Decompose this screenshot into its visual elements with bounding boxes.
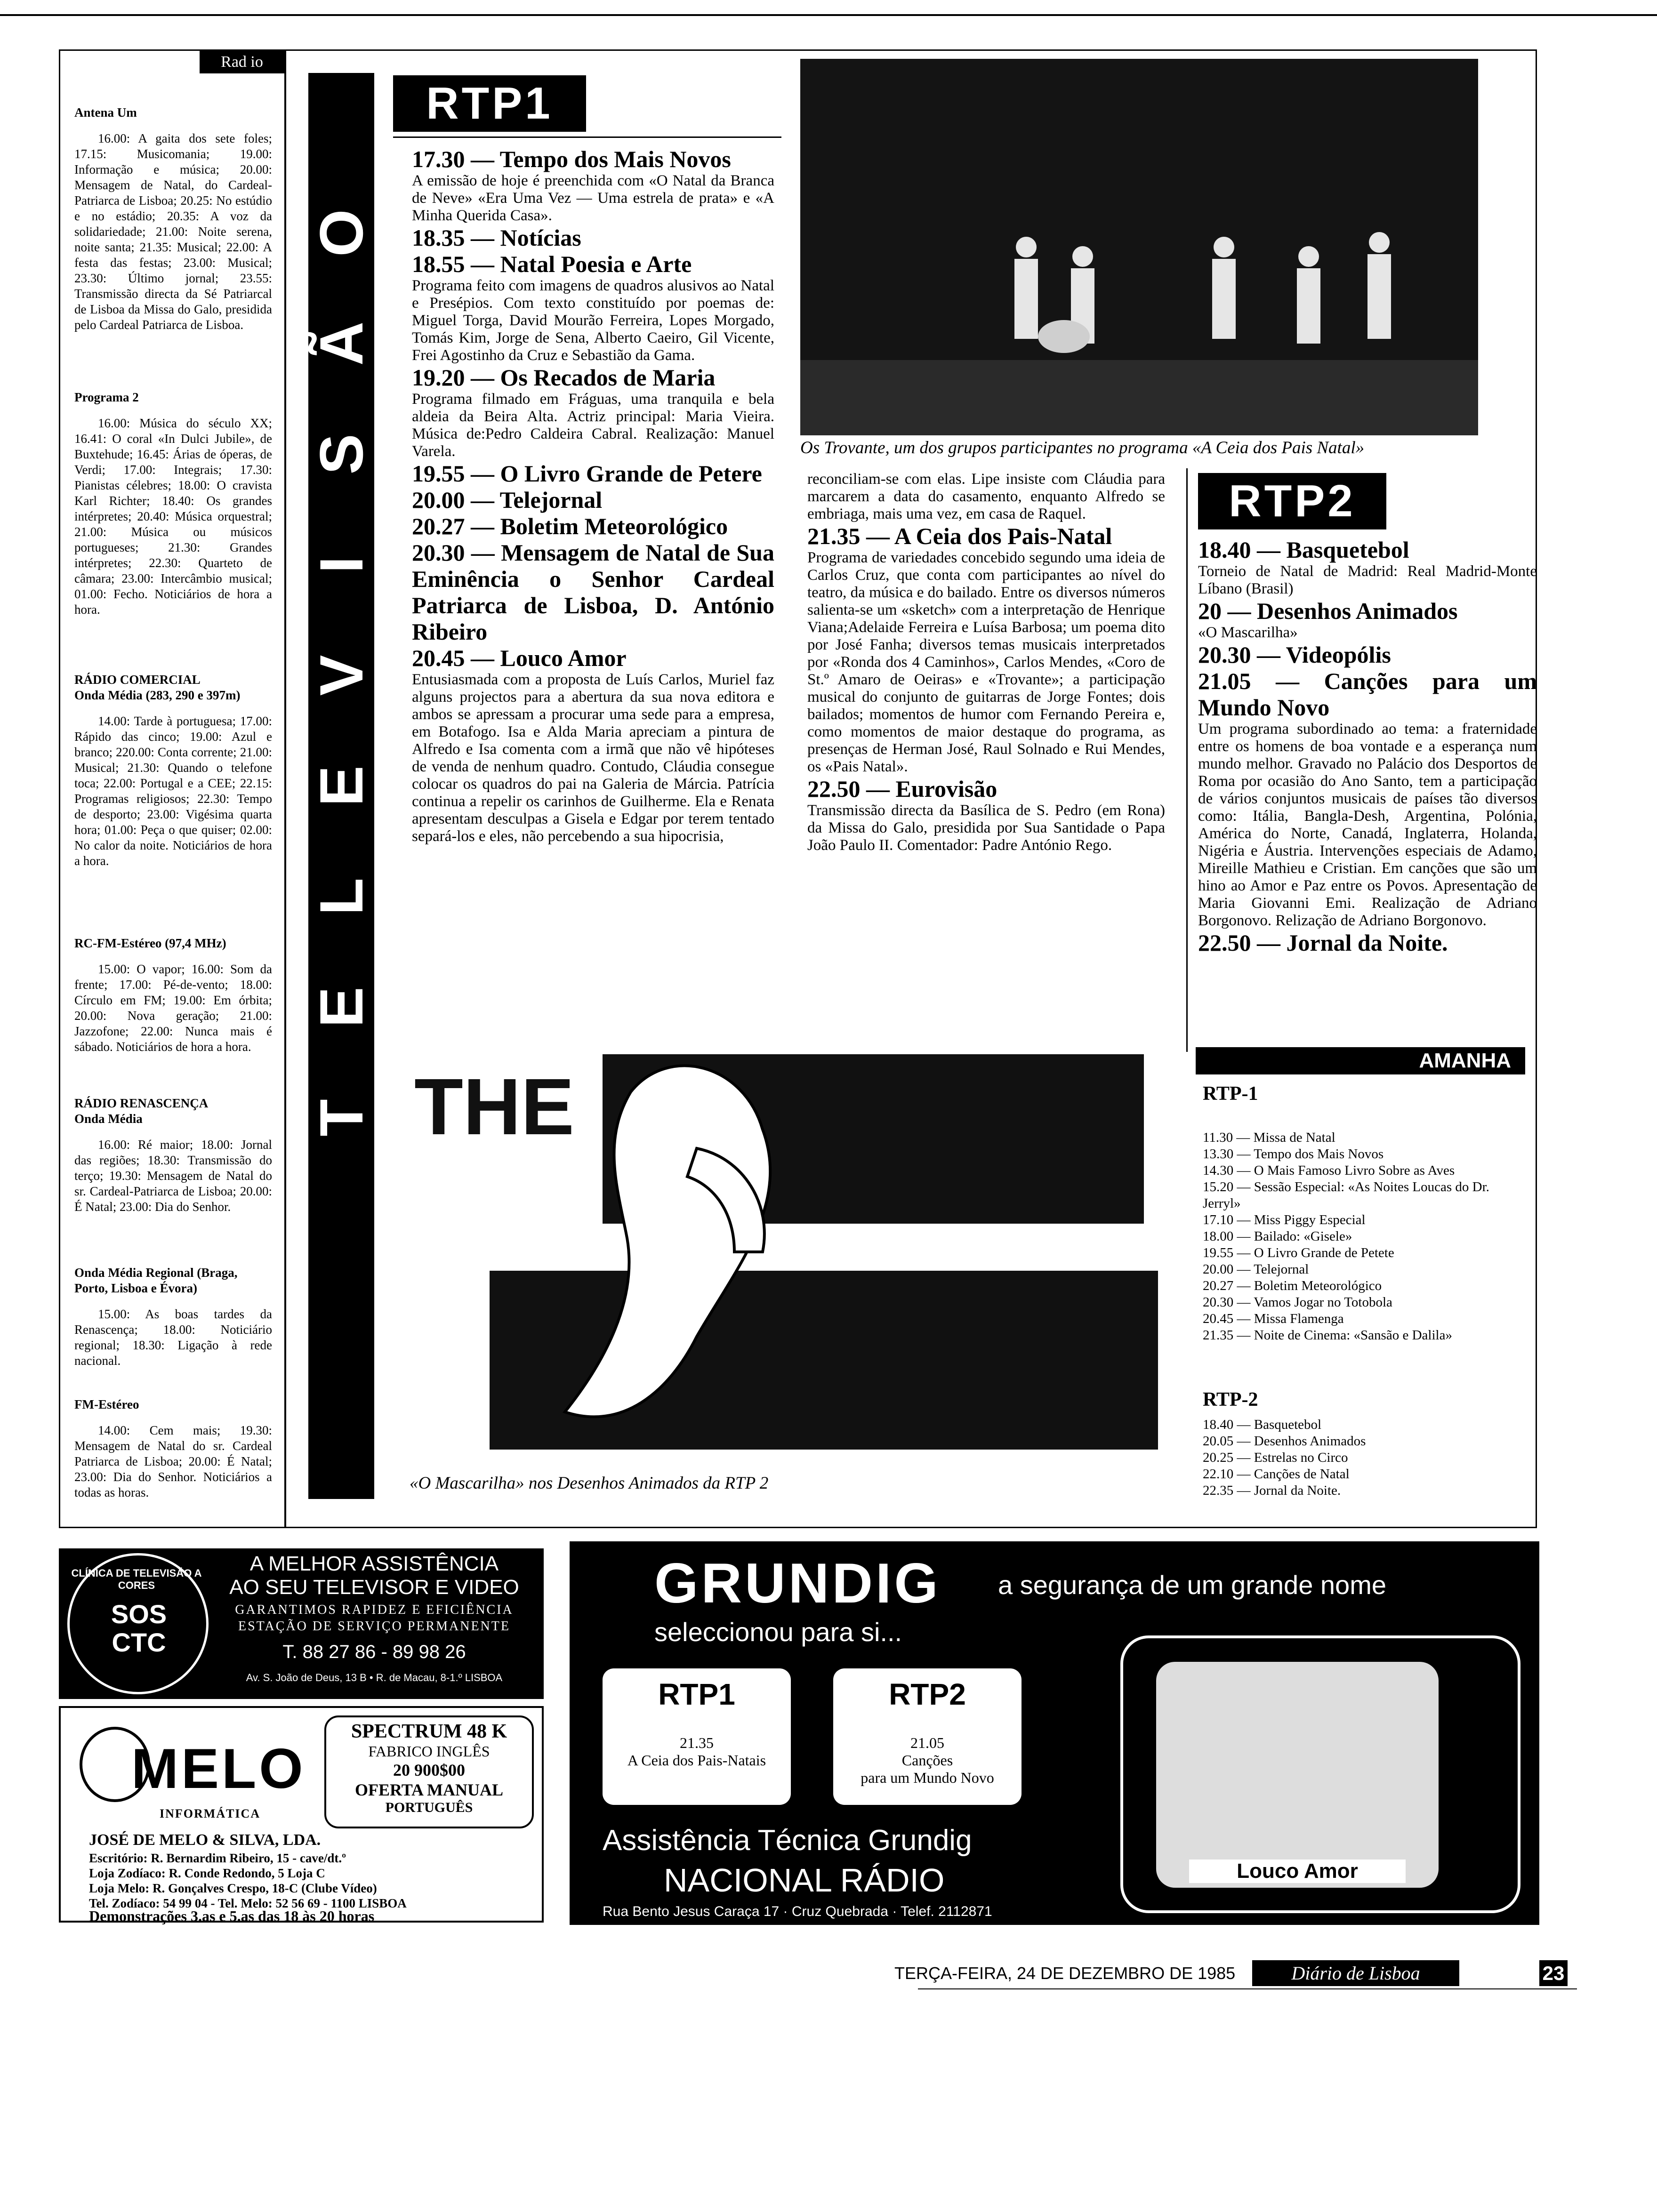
antena-um-title: Antena Um xyxy=(74,105,137,120)
televisao-letter: V xyxy=(307,655,376,696)
melo-addr3: Loja Melo: R. Gonçalves Crespo, 18-C (Clube Vídeo) xyxy=(89,1881,377,1895)
schedule-item: 20.30 — Vamos Jogar no Totobola xyxy=(1203,1295,1392,1310)
schedule-item: 20.00 — Telejornal xyxy=(1203,1262,1309,1277)
grundig-logo: GRUNDIG xyxy=(654,1552,941,1615)
program-heading: 20.00 — Telejornal xyxy=(412,487,603,513)
melo-addr1: Escritório: R. Bernardim Ribeiro, 15 - cave/dt.º xyxy=(89,1851,346,1865)
lone-ranger-art xyxy=(405,1007,1167,1459)
sos-address: Av. S. João de Deus, 13 B • R. de Macau, 8-1.º LISBOA xyxy=(246,1672,503,1683)
amanha-rtp2-list xyxy=(1203,1417,1528,1499)
renascenca-body: 16.00: Ré maior; 18.00: Jornal das regiões; 18.30: Transmissão do terço; 19.30: Mensagem de Natal do sr. Cardeal-Patriarca de Lisboa; 20.00: É Natal; 23.00: Dia do Senhor. xyxy=(74,1138,272,1214)
grundig-ad xyxy=(570,1541,1539,1925)
page-number: 23 xyxy=(1539,1960,1568,1986)
program-description: «O Mascarilha» xyxy=(1198,624,1298,641)
program-description: Torneio de Natal de Madrid: Real Madrid-Monte Líbano (Brasil) xyxy=(1198,563,1537,597)
melo-addr2: Loja Zodíaco: R. Conde Redondo, 5 Loja C xyxy=(89,1866,325,1880)
sos-line3: GARANTIMOS RAPIDEZ E EFICIÊNCIA xyxy=(235,1603,514,1617)
program-heading: 20.30 — Videopólis xyxy=(1198,641,1391,668)
radio-section-tag: Rad io xyxy=(200,51,284,73)
televisao-letter: L xyxy=(307,878,376,915)
top-rule xyxy=(0,14,1657,16)
sos-line4: ESTAÇÃO DE SERVIÇO PERMANENTE xyxy=(238,1619,510,1634)
program-heading: 20.27 — Boletim Meteorológico xyxy=(412,513,728,539)
renascenca-sub: Onda Média xyxy=(74,1112,143,1126)
spectrum-title: SPECTRUM 48 K xyxy=(351,1721,507,1742)
melo-demos: Demonstrações 3.as e 5.as das 18 às 20 horas xyxy=(89,1907,375,1924)
schedule-item: 21.35 — Noite de Cinema: «Sansão e Dalila» xyxy=(1203,1328,1452,1343)
regional-body: 15.00: As boas tardes da Renascença; 18.00: Noticiário regional; 18.30: Ligação à rede nacional. xyxy=(74,1307,272,1368)
program-heading: 20.30 — Mensagem de Natal de Sua Eminência o Senhor Cardeal Patriarca de Lisboa, D. António Ribeiro xyxy=(412,539,774,645)
sos-line2: AO SEU TELEVISOR E VIDEO xyxy=(229,1576,519,1599)
sos-ring-text: CLÍNICA DE TELEVISÃO A CORES xyxy=(71,1567,202,1591)
program-description: Transmissão directa da Basílica de S. Pedro (em Rona) da Missa do Galo, presidida por Sua Santidade o Papa João Paulo II. Comentador: Padre António Rego. xyxy=(807,802,1165,854)
grundig-tv-screen xyxy=(1156,1662,1439,1888)
grundig-rtp1-time: 21.35 xyxy=(680,1734,714,1751)
program-heading: 18.40 — Basquetebol xyxy=(1198,537,1409,563)
rtp2-logo: RTP2 xyxy=(1198,473,1386,529)
lone-ranger-poster xyxy=(405,1007,1167,1459)
poster-title-art: THE xyxy=(414,1062,574,1152)
poster-caption: «O Mascarilha» nos Desenhos Animados da RTP 2 xyxy=(410,1474,769,1493)
rc-fm-body: 15.00: O vapor; 16.00: Som da frente; 17.00: Pé-de-vento; 18.00: Círculo em FM; 19.00: Em órbita; 20.00: Nova geração; 21.00: Jazzofone; 22.00: Nunca mais é sábado. Noticiários de hora a hora. xyxy=(74,962,272,1054)
schedule-item: 18.00 — Bailado: «Gisele» xyxy=(1203,1229,1352,1244)
regional-title: Onda Média Regional (Braga, Porto, Lisboa e Évora) xyxy=(74,1266,238,1295)
onda-media-regional xyxy=(74,1265,272,1369)
schedule-item: 20.45 — Missa Flamenga xyxy=(1203,1311,1344,1326)
schedule-item: 14.30 — O Mais Famoso Livro Sobre as Aves xyxy=(1203,1163,1455,1178)
radio-comercial xyxy=(74,672,272,869)
amanha-rtp1-title: RTP-1 xyxy=(1203,1083,1258,1105)
televisao-letter: S xyxy=(307,433,376,475)
grundig-screen-label: Louco Amor xyxy=(1189,1859,1406,1883)
rtp1-schedule xyxy=(412,146,774,845)
renascenca-title: RÁDIO RENASCENÇA xyxy=(74,1096,209,1110)
rtp1-schedule-continued xyxy=(807,471,1165,854)
schedule-item: 20.27 — Boletim Meteorológico xyxy=(1203,1278,1382,1293)
fm-body: 14.00: Cem mais; 19.30: Mensagem de Natal do sr. Cardeal Patriarca de Lisboa; 20.00: É Natal; 23.00: Dia do Senhor. Noticiários a todas as horas. xyxy=(74,1423,272,1499)
grundig-rtp2-prog2: para um Mundo Novo xyxy=(861,1769,994,1786)
grundig-tagline: a segurança de um grande nome xyxy=(998,1570,1386,1600)
spectrum-box xyxy=(324,1715,534,1828)
program-description: reconciliam-se com elas. Lipe insiste com Cláudia para marcarem a data do casamento, enquanto Alfredo se embriaga, mais uma vez, em casa de Raquel. xyxy=(807,471,1165,522)
grundig-rtp1-card xyxy=(603,1668,791,1805)
rc-fm-title: RC-FM-Estéreo (97,4 MHz) xyxy=(74,936,226,950)
program-heading: 18.35 — Notícias xyxy=(412,224,581,251)
grundig-rtp2-card xyxy=(833,1668,1022,1805)
program-heading: 22.50 — Eurovisão xyxy=(807,776,997,802)
schedule-item: 15.20 — Sessão Especial: «As Noites Loucas do Dr. Jerryl» xyxy=(1203,1179,1489,1211)
schedule-item: 17.10 — Miss Piggy Especial xyxy=(1203,1212,1366,1227)
televisao-letter: T xyxy=(307,1099,376,1137)
programa-2-title: Programa 2 xyxy=(74,390,139,404)
antena-um xyxy=(74,105,272,333)
schedule-item: 22.10 — Canções de Natal xyxy=(1203,1467,1350,1482)
spectrum-price: 20 900$00 xyxy=(393,1761,465,1779)
sos-ad xyxy=(59,1548,544,1699)
amanha-rtp1-list xyxy=(1203,1130,1528,1344)
footer-date: TERÇA-FEIRA, 24 DE DEZEMBRO DE 1985 xyxy=(894,1964,1236,1983)
sos-phone: T. 88 27 86 - 89 98 26 xyxy=(282,1642,466,1662)
trovante-photo xyxy=(800,59,1478,435)
trovante-photo-art xyxy=(800,59,1478,435)
radio-comercial-body: 14.00: Tarde à portuguesa; 17.00: Rápido das cinco; 19.00: Azul e branco; 220.00: Conta corrente; 21.00: Musical; 21.30: Quando o telefone toca; 22.00: Portugal e a CEE; 22.15: Programas religiosos; 22.30: Tempo de desporto; 23.00: Vigésima quarta hora; 01.00: Peça o que quiser; 02.00: No calor da noite. Noticiários de hora a hora. xyxy=(74,714,272,868)
melo-addr4: Tel. Zodíaco: 54 99 04 - Tel. Melo: 52 56 69 - 1100 LISBOA xyxy=(89,1896,407,1910)
radio-comercial-sub: Onda Média (283, 290 e 397m) xyxy=(74,688,241,702)
spectrum-l3: OFERTA MANUAL xyxy=(354,1780,504,1799)
sos-logo: SOS CTC xyxy=(111,1599,167,1657)
schedule-item: 22.35 — Jornal da Noite. xyxy=(1203,1483,1341,1498)
program-description: Programa filmado em Fráguas, uma tranquila e bela aldeia da Beira Alta. Actriz principal: Maria Vieira. Música de:Pedro Caldeira Cabral. Realização: Manuel Varela. xyxy=(412,391,774,460)
melo-informatica: INFORMÁTICA xyxy=(160,1807,261,1820)
spectrum-l4: PORTUGUÊS xyxy=(385,1800,473,1815)
schedule-item: 20.05 — Desenhos Animados xyxy=(1203,1434,1366,1449)
schedule-item: 18.40 — Basquetebol xyxy=(1203,1417,1322,1432)
program-heading: 19.20 — Os Recados de Maria xyxy=(412,364,716,391)
melo-ad xyxy=(59,1706,544,1923)
grundig-nacional: NACIONAL RÁDIO xyxy=(664,1862,945,1899)
grundig-address: Rua Bento Jesus Caraça 17 · Cruz Quebrada · Telef. 2112871 xyxy=(603,1904,992,1919)
schedule-item: 19.55 — O Livro Grande de Petete xyxy=(1203,1245,1394,1260)
grundig-rtp1-prog: A Ceia dos Pais-Natais xyxy=(627,1752,766,1769)
program-heading: 20 — Desenhos Animados xyxy=(1198,598,1458,624)
program-heading: 20.45 — Louco Amor xyxy=(412,645,627,671)
melo-logo: MELO xyxy=(131,1737,306,1800)
schedule-item: 11.30 — Missa de Natal xyxy=(1203,1130,1335,1145)
programa-2 xyxy=(74,390,272,617)
televisao-letter: I xyxy=(307,556,376,574)
radio-renascenca xyxy=(74,1096,272,1215)
program-description: A emissão de hoje é preenchida com «O Natal da Branca de Neve» «Era Uma Vez — Uma estrela de prata» e «A Minha Querida Casa». xyxy=(412,172,774,224)
grundig-assistance: Assistência Técnica Grundig xyxy=(603,1824,972,1857)
fm-estereo xyxy=(74,1397,272,1500)
televisao-letter: E xyxy=(307,765,376,807)
radio-comercial-title: RÁDIO COMERCIAL xyxy=(74,673,201,687)
rtp1-logo-rule xyxy=(393,136,781,138)
rtp2-column-rule xyxy=(1186,468,1188,1052)
photo-caption: Os Trovante, um dos grupos participantes no programa «A Ceia dos Pais Natal» xyxy=(800,438,1365,457)
grundig-rtp2-logo: RTP2 xyxy=(889,1677,966,1711)
program-description: Programa feito com imagens de quadros alusivos ao Natal e Presépios. Com texto constituído por poemas de: Miguel Torga, David Mourão Ferreira, Lopes Morgado, Tomás Kim, Jorge de Sena, Alberto Caeiro, Gil Vicente, Frei Agostinho da Cruz e Sebastião da Gama. xyxy=(412,277,774,364)
radio-column xyxy=(59,49,286,1528)
program-heading: 21.05 — Canções para um Mundo Novo xyxy=(1198,668,1537,721)
amanha-rtp2-title: RTP-2 xyxy=(1203,1389,1258,1411)
rc-fm xyxy=(74,936,272,1055)
grundig-rtp1-logo: RTP1 xyxy=(658,1677,735,1711)
televisao-letter: E xyxy=(307,986,376,1028)
televisao-letter: Ã xyxy=(307,321,376,366)
program-heading: 17.30 — Tempo dos Mais Novos xyxy=(412,146,731,172)
spectrum-l1: FABRICO INGLÊS xyxy=(368,1743,490,1760)
grundig-rtp2-prog1: Canções xyxy=(901,1752,953,1769)
program-description: Programa de variedades concebido segundo uma ideia de Carlos Cruz, que conta com participantes ao nível do teatro, da música e do bailado. Entre os diversos números salienta-se um «sketch» com a interpretação de Henrique Viana;Adelaide Ferreira e Luísa Barbosa; um poema dito por José Fanha; diversos temas musicais interpretados por «Ronda dos 4 Caminhos», Carlos Mendes, «Coro de St.º Amaro de Oeiras» e «Trovante»; a participação musical do conjunto de guitarras de Jorge Fontes; dois bailados; momentos de humor com Fernando Pereira e, como momentos de maior destaque do programa, as presenças de Herman José, Raul Solnado e Rui Mendes, os «Pais Natal». xyxy=(807,549,1165,775)
grundig-selected: seleccionou para si... xyxy=(654,1617,902,1647)
amanha-bar: AMANHA xyxy=(1196,1047,1525,1074)
program-heading: 18.55 — Natal Poesia e Arte xyxy=(412,251,692,277)
melo-company: JOSÉ DE MELO & SILVA, LDA. xyxy=(89,1831,321,1849)
program-heading: 22.50 — Jornal da Noite. xyxy=(1198,930,1448,956)
antena-um-body: 16.00: A gaita dos sete foles; 17.15: Musicomania; 19.00: Informação e música; 20.00: Mensagem de Natal, do Cardeal-Patriarca de Lisboa; 20.25: No estúdio e no estádio; 20.35: A voz da solidariedade; 21.00: Noite serena, noite santa; 21.35: Musical; 22.00: A festa das festas; 23.00: Musical; 23.30: Último jornal; 23.55: Transmissão directa da Sé Patriarcal de Lisboa da Missa do Galo, presidida pelo Cardeal Patriarca de Lisboa. xyxy=(74,131,272,332)
programa-2-body: 16.00: Música do século XX; 16.41: O coral «In Dulci Jubile», de Buxtehude; 16.45: Árias de óperas, de Verdi; 17.00: Integrais; 17.30: Pianistas célebres; 18.00: O cravista Karl Richter; 18.40: Os grandes intérpretes; 20.40: Música orquestral; 21.00: Música ou músicos portugueses; 21.30: Grandes intérpretes; 22.30: Quarteto de câmara; 23.00: Intercâmbio musical; 01.00: Fecho. Noticiários de hora a hora. xyxy=(74,416,272,617)
program-heading: 19.55 — O Livro Grande de Petere xyxy=(412,460,762,487)
grundig-rtp2-time: 21.05 xyxy=(910,1734,944,1751)
fm-title: FM-Estéreo xyxy=(74,1397,139,1411)
footer-paper: Diário de Lisboa xyxy=(1252,1960,1459,1986)
rtp2-schedule xyxy=(1198,537,1537,956)
program-heading: 21.35 — A Ceia dos Pais-Natal xyxy=(807,523,1112,549)
televisao-letter: O xyxy=(307,209,376,257)
program-description: Um programa subordinado ao tema: a fraternidade entre os homens de boa vontade e a esperança num mundo melhor. Gravado no Palácio dos Desportos de Roma por ocasião do Ano Santo, tem a participação de vários conjuntos musicais de países tão diversos como: Itália, Bangla-Desh, Argentina, Polónia, América do Norte, Canadá, Inglaterra, Holanda, Nigéria e Áustria. Intervenções especiais de Adamo, Mireille Mathieu e Cristian. Em canções que são um hino ao Amor e Paz entre os Povos. Apresentação de Maria Giovanni Emi. Realização de Adriano Borgonovo. Relização de Adriano Borgonovo. xyxy=(1198,721,1537,929)
rtp1-logo: RTP1 xyxy=(393,75,586,132)
program-description: Entusiasmada com a proposta de Luís Carlos, Muriel faz alguns projectos para a abertura da sua nova editora e ambos se apressam a procurar uma sede para a empresa, em Botafogo. Isa e Alda Maria apreciam a pintura de Alfredo e Isa comenta com a irmã que não vê hipóteses de venda de nenhum quadro. Contudo, Cláudia consegue colocar os quadros do pai na Galeria de Márcia. Patrícia continua a repelir os carinhos de Guilherme. Ela e Renata apresentam desculpas a Gisela e Edgar por terem tentado separá-los e eles, não percebendo a sua hipocrisia, xyxy=(412,671,774,845)
schedule-item: 13.30 — Tempo dos Mais Novos xyxy=(1203,1146,1384,1162)
sos-line1: A MELHOR ASSISTÊNCIA xyxy=(249,1552,499,1575)
schedule-item: 20.25 — Estrelas no Circo xyxy=(1203,1450,1348,1465)
footer-rule xyxy=(918,1988,1577,1989)
grundig-tv-set xyxy=(1120,1635,1520,1913)
